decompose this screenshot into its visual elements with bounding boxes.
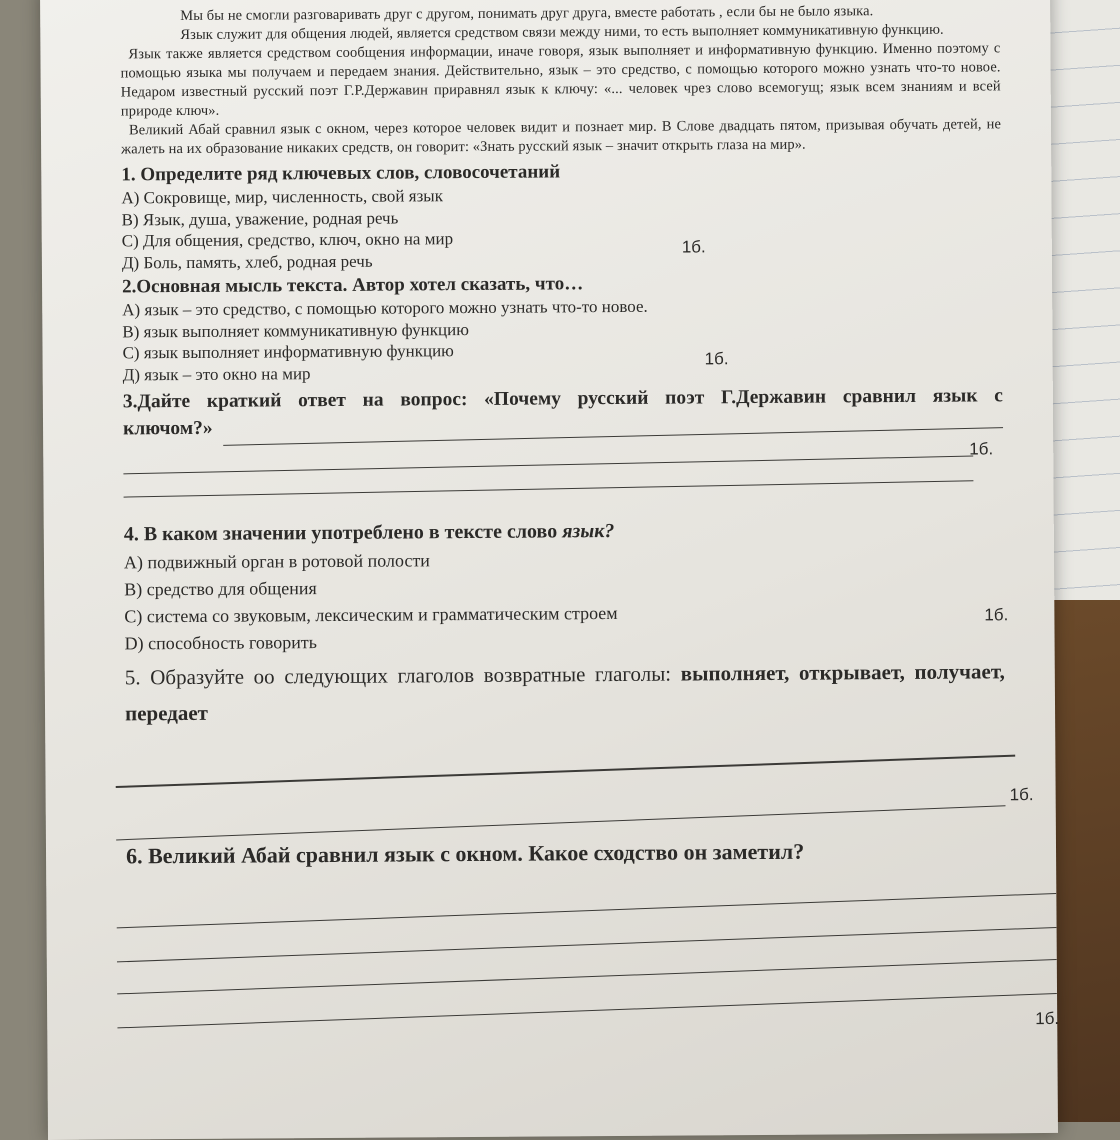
question-4-option-a[interactable]: А) подвижный орган в ротовой полости (123, 550, 430, 573)
question-2-title: 2.Основная мысль текста. Автор хотел сказать, что… (122, 273, 584, 298)
question-1-option-c[interactable]: С) Для общения, средство, ключ, окно на мир (121, 229, 454, 251)
question-2-option-a[interactable]: А) язык – это средство, с помощью которого можно узнать что-то новое. (122, 296, 648, 320)
intro-paragraph-3: Язык также является средством сообщения информации, иначе говоря, язык выполняет и информативную функцию. Именно поэтому с помощью языка мы получаем и передаем знания. Действительно, язык – это средство, с помощью которого можно узнать что-то новое. Недаром известный русский поэт Г.Р.Державин приравнял язык к ключу: «... человек чрез слово всемогущ; язык всем знаниям и всей природе ключ». (120, 40, 1001, 120)
answer-line-5a[interactable] (116, 755, 1016, 788)
question-5-prompt: 5. Образуйте оо следующих глаголов возвратные глаголы: (124, 661, 681, 690)
question-1-title: 1. Определите ряд ключевых слов, словосочетаний (121, 161, 561, 186)
answer-line-6a[interactable] (117, 893, 1056, 928)
question-5-score: 1б. (1009, 785, 1034, 805)
question-2-option-c[interactable]: С) язык выполняет информативную функцию (122, 341, 454, 363)
question-5-text (125, 653, 1005, 731)
worksheet-content (120, 1, 1060, 1039)
question-5-verbs: выполняет, открывает, получает, передает (124, 659, 1005, 726)
question-6 (125, 837, 1060, 1039)
question-3-title: 3.Дайте краткий ответ на вопрос: «Почему русский поэт Г.Державин сравнил язык с (122, 385, 1003, 413)
answer-line-3b[interactable] (123, 456, 973, 475)
question-4-option-b[interactable]: В) средство для общения (124, 578, 317, 600)
question-4-score: 1б. (984, 605, 1009, 625)
reading-text (120, 1, 1001, 159)
question-3-title-end: ключом?» (122, 417, 213, 440)
question-1-option-d-text: Д) Боль, память, хлеб, родная речь (121, 251, 373, 272)
question-3-score: 1б. (969, 439, 994, 459)
question-5 (124, 653, 1034, 847)
question-1-option-b[interactable]: В) Язык, душа, уважение, родная речь (121, 208, 399, 229)
answer-line-6b[interactable] (117, 927, 1056, 962)
answer-line-6d[interactable] (117, 993, 1056, 1028)
question-1-score: 1б. (681, 236, 706, 257)
question-4-title-text: 4. В каком значении употреблено в тексте слово (123, 520, 563, 546)
question-3 (123, 383, 1004, 505)
answer-line-3c[interactable] (124, 480, 974, 497)
question-2-option-b[interactable]: В) язык выполняет коммуникативную функцию (122, 319, 469, 341)
question-4-title-word: язык? (562, 520, 615, 543)
question-6-score: 1б. (1035, 1008, 1060, 1029)
question-1-option-a[interactable]: А) Сокровище, мир, численность, свой язык (121, 186, 444, 208)
intro-paragraph-1: Мы бы не смогли разговаривать друг с другом, понимать друг друга, вместе работать , если бы не было языка. (180, 3, 874, 25)
worksheet-page (40, 0, 1058, 1140)
answer-line-6c[interactable] (117, 959, 1056, 994)
question-4 (123, 513, 1009, 657)
question-1 (121, 157, 1002, 273)
intro-paragraph-4: Великий Абай сравнил язык с окном, через которое человек видит и познает мир. В Слове двадцать пятом, призывая обучать детей, не жалеть на их образование никаких средств, он говорит: «Знать русский язык – значит открыть глаза на мир». (121, 116, 1002, 158)
answer-line-5b[interactable] (116, 805, 1005, 840)
question-6-title: 6. Великий Абай сравнил язык с окном. Какое сходство он заметил? (125, 838, 805, 869)
question-4-option-c-text: С) система со звуковым, лексическим и грамматическим строем (124, 602, 618, 627)
question-2-score: 1б. (704, 348, 729, 368)
intro-paragraph-2: Язык служит для общения людей, является средством связи между ними, то есть выполняет коммуникативную функцию. (180, 21, 944, 44)
question-2-option-d-text: Д) язык – это окно на мир (122, 363, 311, 384)
question-4-option-d[interactable]: D) способность говорить (124, 632, 318, 654)
question-2 (122, 269, 1003, 385)
